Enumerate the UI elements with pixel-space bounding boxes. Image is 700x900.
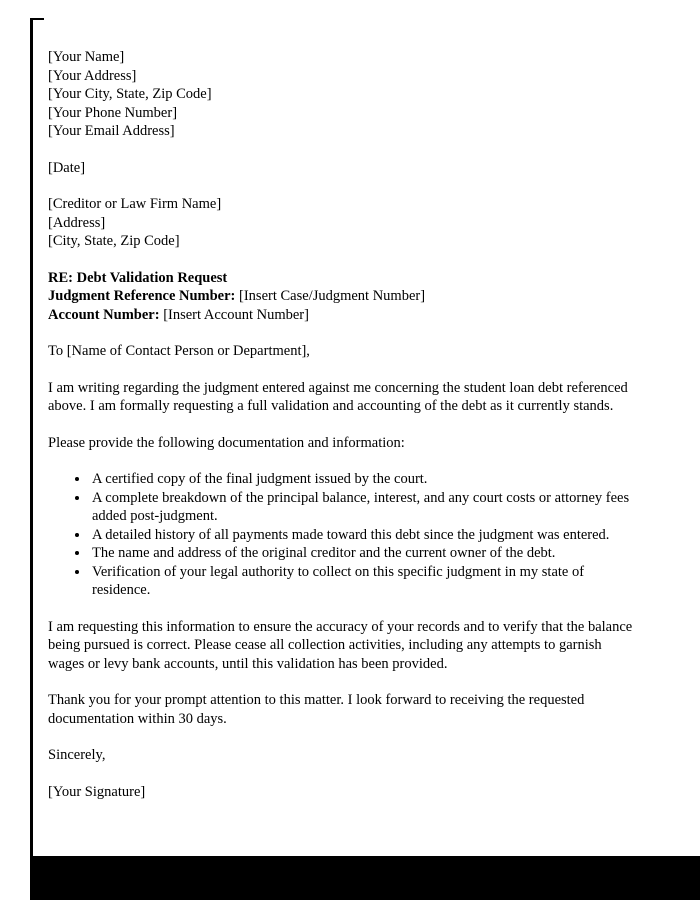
list-item: • A certified copy of the final judgment issued by the court.: [90, 470, 638, 489]
closing-line: Sincerely,: [48, 747, 106, 763]
recipient-name-line: [Creditor or Law Firm Name]: [48, 196, 222, 212]
sender-address-block: [48, 48, 638, 141]
sender-address-line: [Your Address]: [48, 67, 137, 84]
date-block: [48, 159, 638, 178]
recipient-address-block: [48, 195, 638, 251]
account-number-label: Account Number:: [48, 306, 160, 323]
sender-name-line: [Your Name]: [48, 49, 125, 65]
list-item: • The name and address of the original creditor and the current owner of the debt.: [90, 544, 638, 563]
recipient-address-line: [Address]: [48, 214, 106, 231]
subject-line: [48, 269, 638, 288]
subject-text: RE: Debt Validation Request: [48, 269, 228, 286]
list-item: • A complete breakdown of the principal balance, interest, and any court costs or attorney fees added post-judgment.: [90, 489, 638, 526]
page-left-border: [30, 18, 33, 858]
document-request-list: [48, 470, 638, 600]
request-paragraph: I am requesting this information to ensure the accuracy of your records and to verify that the balance being pursued is correct. Please cease all collection activities, including any attempts to garnish wages or levy bank accounts, until this validation has been provided.: [48, 618, 633, 672]
sender-city-line: [Your City, State, Zip Code]: [48, 86, 212, 102]
sender-phone-line: [Your Phone Number]: [48, 104, 178, 121]
account-number-value: [Insert Account Number]: [159, 306, 309, 323]
judgment-reference-line: [48, 287, 638, 306]
sender-email-line: [Your Email Address]: [48, 123, 175, 139]
list-item: • Verification of your legal authority to collect on this specific judgment in my state of residence.: [90, 563, 638, 600]
thanks-paragraph: Thank you for your prompt attention to this matter. I look forward to receiving the requested documentation within 30 days.: [48, 692, 585, 727]
date-line: [Date]: [48, 159, 86, 176]
salutation-line: To [Name of Contact Person or Department],: [48, 343, 310, 359]
subject-block: [48, 269, 638, 325]
page-bottom-bar: [30, 856, 700, 900]
list-item: • A detailed history of all payments made toward this debt since the judgment was entered.: [90, 526, 638, 545]
signature-line: [Your Signature]: [48, 783, 146, 800]
intro-paragraph: I am writing regarding the judgment entered against me concerning the student loan debt referenced above. I am formally requesting a full validation and accounting of the debt as it currently stands.: [48, 379, 628, 414]
judgment-reference-label: Judgment Reference Number:: [48, 288, 236, 304]
recipient-city-line: [City, State, Zip Code]: [48, 233, 180, 249]
letter-body: [48, 48, 638, 819]
account-number-line: [48, 306, 638, 325]
judgment-reference-value: [Insert Case/Judgment Number]: [235, 288, 426, 304]
list-intro-line: Please provide the following documentation and information:: [48, 434, 405, 451]
